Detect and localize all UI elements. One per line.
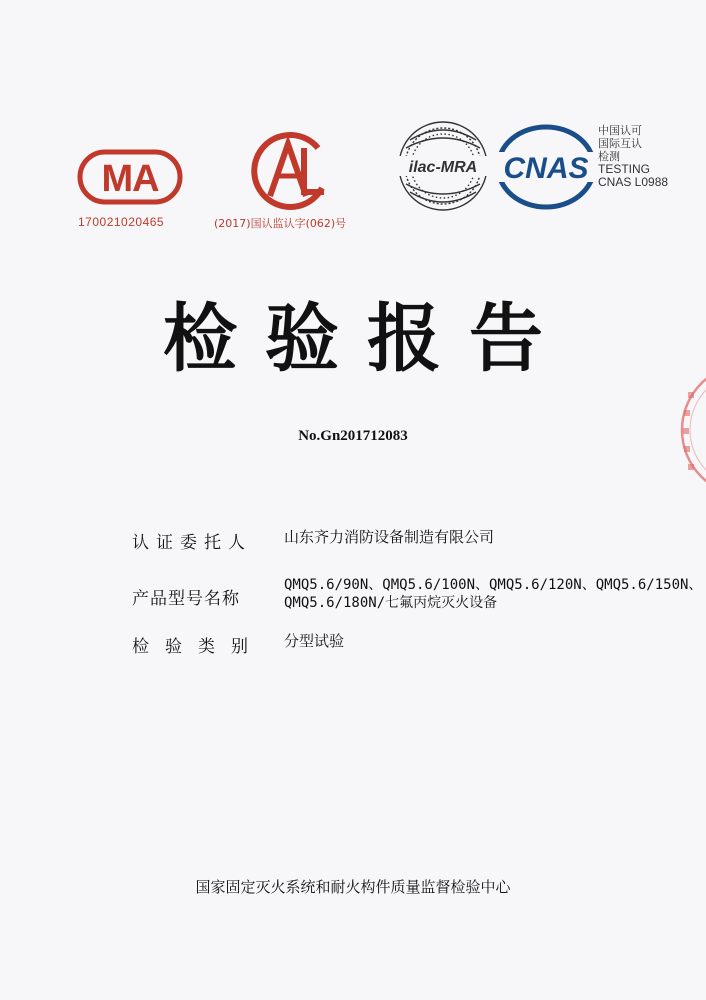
cnas-line: 中国认可 <box>598 124 642 137</box>
report-number: No.Gn201712083 <box>298 428 408 444</box>
cnas-accreditation-text <box>598 124 668 189</box>
cal-logo <box>240 130 340 210</box>
report-title: 检验报告 <box>163 296 571 382</box>
official-seal <box>668 370 706 490</box>
cma-number: 170021020465 <box>78 215 165 229</box>
cal-caption: (2017)国认监认字(062)号 <box>214 217 347 230</box>
cnas-line: 检测 <box>598 150 620 163</box>
cnas-line: TESTING <box>598 162 651 176</box>
cma-logo <box>76 146 184 208</box>
svg-text:MA: MA <box>101 158 159 200</box>
field-label: 检验类别 <box>132 637 264 657</box>
field-label: 认证委托人 <box>132 533 252 553</box>
cnas-line: CNAS L0988 <box>598 175 669 189</box>
cnas-line: 国际互认 <box>598 137 642 150</box>
field-value: 分型试验 <box>284 632 345 650</box>
ilac-mra-logo <box>394 118 492 214</box>
field-value: 山东齐力消防设备制造有限公司 <box>284 528 495 546</box>
issuing-organization: 国家固定灭火系统和耐火构件质量监督检验中心 <box>195 878 511 896</box>
field-label: 产品型号名称 <box>132 589 240 609</box>
svg-text:ilac-MRA: ilac-MRA <box>408 159 478 176</box>
svg-text:CNAS: CNAS <box>503 152 589 185</box>
cnas-logo <box>495 122 597 212</box>
field-value: QMQ5.6/90N、QMQ5.6/100N、QMQ5.6/120N、QMQ5.6/150N、QMQ5.6/180N/七氟丙烷灭火设备 <box>284 577 703 611</box>
